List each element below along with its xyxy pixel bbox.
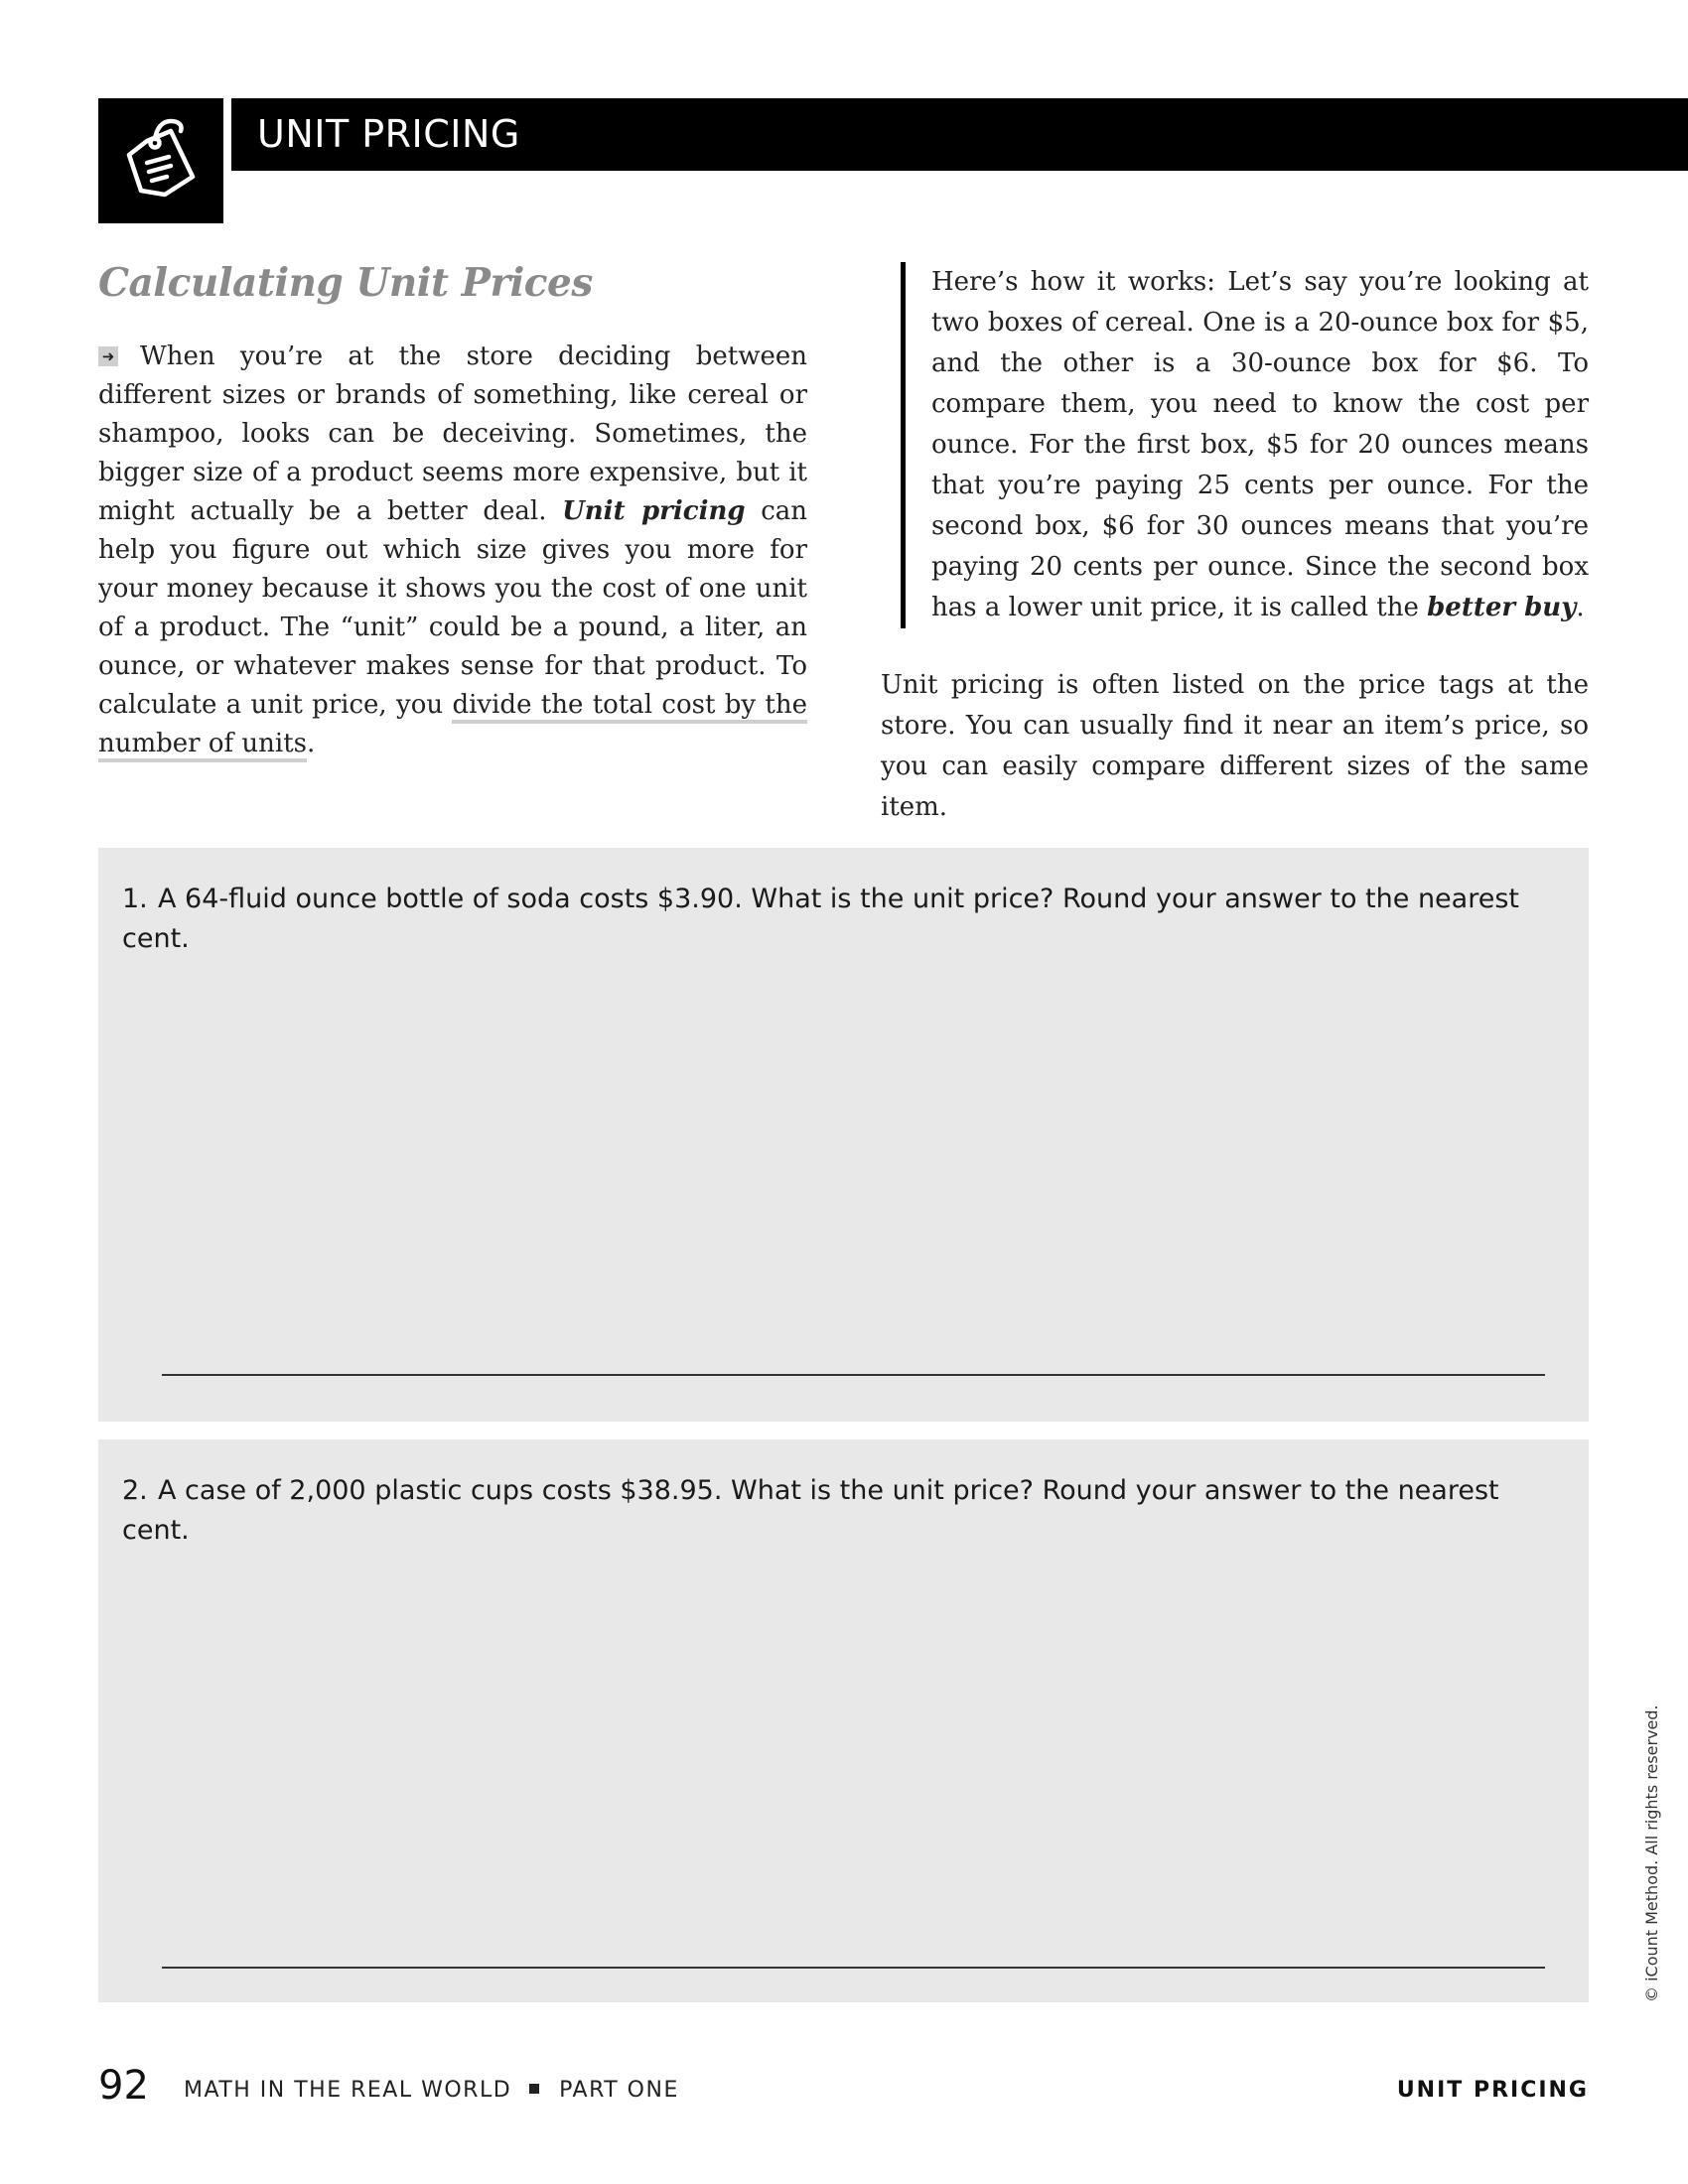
header-icon-box: [98, 98, 223, 223]
answer-line-2[interactable]: [162, 1967, 1545, 1969]
price-tag-icon: [119, 115, 203, 206]
term-better-buy: better buy: [1427, 593, 1577, 622]
page-title: UNIT PRICING: [231, 98, 1688, 171]
footer-section-name: UNIT PRICING: [1396, 2078, 1589, 2103]
question-box-2: [98, 1439, 1589, 2002]
intro-paragraph: [98, 338, 807, 763]
arrow-right-icon: ➜: [98, 346, 118, 366]
page-number: 92: [98, 2063, 149, 2109]
intro-text-cont: can help you figure out which size gives you more for your money because it shows you the cost of one unit of a product. The “unit” could be a pound, a liter, an ounce, or whatever makes sense for that product. To calculate a unit price, you: [98, 496, 807, 720]
price-tag-paragraph: Unit pricing is often listed on the price tags at the store. You can usually find it near an item’s price, so you can easily compare different sizes of the same item.: [881, 670, 1589, 822]
intro-end: .: [307, 729, 316, 758]
bullet-separator: [529, 2084, 539, 2094]
book-title: MATH IN THE REAL WORLD: [184, 2078, 512, 2103]
term-unit-pricing: Unit pricing: [562, 496, 746, 526]
question-number: 1.: [122, 884, 148, 914]
question-2: [122, 1471, 1562, 1551]
intro-text: When you’re at the store deciding between different sizes or brands of something, like cereal or shampoo, looks can be deceiving. Sometimes, the bigger size of a product seems more expensive, but it might actually be a better deal.: [98, 341, 807, 526]
example-sidebar: [901, 262, 1589, 628]
highlighted-formula: divide the total cost by the number of units: [98, 690, 807, 762]
question-1: [122, 880, 1562, 959]
example-text: Here’s how it works: Let’s say you’re looking at two boxes of cereal. One is a 20-ounce box for $5, and the other is a 30-ounce box for $6. To compare them, you need to know the cost per ounce. For the first box, $5 for 20 ounces means that you’re paying 25 cents per ounce. For the second box, $6 for 30 ounces means that you’re paying 20 cents per ounce. Since the second box has a lower unit price, it is called the: [931, 267, 1589, 622]
footer-book-title: [184, 2078, 679, 2103]
section-heading: Calculating Unit Prices: [98, 260, 593, 306]
book-part: PART ONE: [559, 2078, 679, 2103]
question-text: A case of 2,000 plastic cups costs $38.95. What is the unit price? Round your answer to the nearest cent.: [122, 1475, 1499, 1546]
question-number: 2.: [122, 1475, 148, 1506]
copyright-notice: © iCount Method. All rights reserved.: [1642, 1705, 1661, 2002]
example-end: .: [1576, 593, 1585, 622]
answer-line-1[interactable]: [162, 1374, 1545, 1376]
question-text: A 64-fluid ounce bottle of soda costs $3.90. What is the unit price? Round your answer to the nearest cent.: [122, 884, 1519, 954]
question-box-1: [98, 848, 1589, 1422]
